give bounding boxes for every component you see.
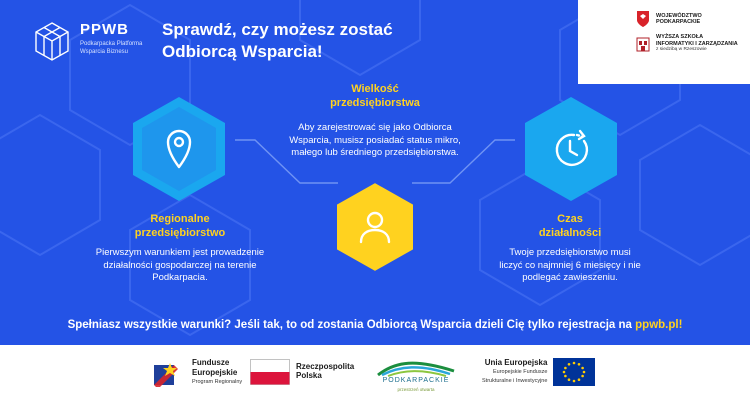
- eu-line-1: Unia Europejska: [484, 357, 548, 367]
- rp-line-1: Rzeczpospolita: [296, 361, 355, 371]
- school-label-2: INFORMATYKI I ZARZĄDZANIA: [656, 40, 738, 47]
- time-desc-line-1: Twoje przedsiębiorstwo musi: [509, 247, 631, 258]
- size-title-line-2: przedsiębiorstwa: [330, 97, 420, 109]
- region-label-1: WOJEWÓDZTWO: [656, 12, 702, 19]
- headline-line-2: Odbiorcą Wsparcia!: [162, 42, 323, 61]
- time-title-line-2: działalności: [538, 227, 602, 239]
- partner-region[interactable]: [636, 10, 742, 28]
- region-label-2: PODKARPACKIE: [656, 19, 701, 25]
- time-title: [495, 212, 645, 240]
- brand-subtitle-1: Podkarpacka Platforma: [80, 41, 143, 47]
- eu-line-2: Europejskie Fundusze: [493, 369, 548, 376]
- school-label-1: WYŻSZA SZKOŁA: [656, 34, 704, 40]
- school-label-3: z siedzibą w Rzeszowie: [656, 47, 707, 52]
- eu-flag-icon: [553, 358, 595, 386]
- cta-link[interactable]: ppwb.pl!: [635, 319, 683, 331]
- regional-desc-line-1: Pierwszym warunkiem jest prowadzenie: [95, 247, 265, 258]
- regional-title-line-2: przedsiębiorstwo: [134, 227, 226, 239]
- size-desc-line-3: małego lub średniego przedsiębiorstwa.: [291, 147, 459, 158]
- size-desc-line-2: Wsparcia, musisz posiadać status mikro,: [289, 134, 461, 146]
- rp-line-2: Polska: [296, 371, 322, 380]
- time-description: [465, 247, 675, 285]
- fe-star-icon: [150, 359, 188, 387]
- hex-time: [522, 95, 620, 203]
- fe-line-2: Europejskie: [192, 367, 238, 377]
- regional-desc-line-2: działalności gospodarczej na terenie: [103, 259, 257, 271]
- fe-line-3: Program Regionalny: [192, 379, 243, 386]
- size-desc-line-1: Aby zarejestrować się jako Odbiorca: [298, 122, 452, 133]
- podkarpackie-tagline: przestrzeń otwarta: [397, 386, 435, 392]
- footer-logos: [0, 345, 750, 400]
- region-coat-of-arms-icon: [636, 10, 650, 28]
- regional-title-line-1: Regionalne: [150, 213, 210, 225]
- time-desc-line-3: podlegać zawieszeniu.: [522, 272, 618, 283]
- size-title-line-1: Wielkość: [351, 83, 399, 95]
- regional-title: [105, 212, 255, 240]
- brand-name: PPWB: [80, 21, 129, 38]
- partner-school[interactable]: [636, 34, 742, 54]
- regional-description: [70, 247, 290, 285]
- time-title-line-1: Czas: [557, 213, 583, 225]
- eu-line-3: Strukturalne i Inwestycyjne: [482, 377, 548, 384]
- podkarpackie-name: PODKARPACKIE: [382, 377, 450, 384]
- hex-regional: [130, 95, 228, 203]
- regional-desc-line-3: Podkarpacia.: [152, 272, 208, 283]
- school-emblem-icon: [636, 35, 650, 53]
- cta-text: Spełniasz wszystkie warunki? Jeśli tak, to od zostania Odbiorcą Wsparcia dzieli Cię tylko rejestracja na: [67, 319, 636, 331]
- headline-line-1: Sprawdź, czy możesz zostać: [162, 20, 393, 39]
- podkarpackie-logo[interactable]: [376, 355, 456, 394]
- fundusze-europejskie-logo[interactable]: [150, 359, 242, 387]
- podkarpackie-hills-icon: [376, 355, 456, 377]
- polish-flag-icon: [250, 359, 290, 385]
- fe-line-1: Fundusze: [192, 358, 230, 368]
- size-title: [300, 82, 450, 110]
- unia-europejska-logo[interactable]: [482, 358, 595, 386]
- partner-box: [578, 0, 750, 84]
- size-description: [270, 122, 480, 160]
- hex-size: [333, 180, 417, 274]
- call-to-action: [0, 319, 750, 331]
- time-desc-line-2: liczyć co najmniej 6 miesięcy i nie: [499, 259, 641, 271]
- rzeczpospolita-logo[interactable]: [250, 359, 354, 385]
- brand-subtitle-2: Wsparcia Biznesu: [80, 49, 129, 55]
